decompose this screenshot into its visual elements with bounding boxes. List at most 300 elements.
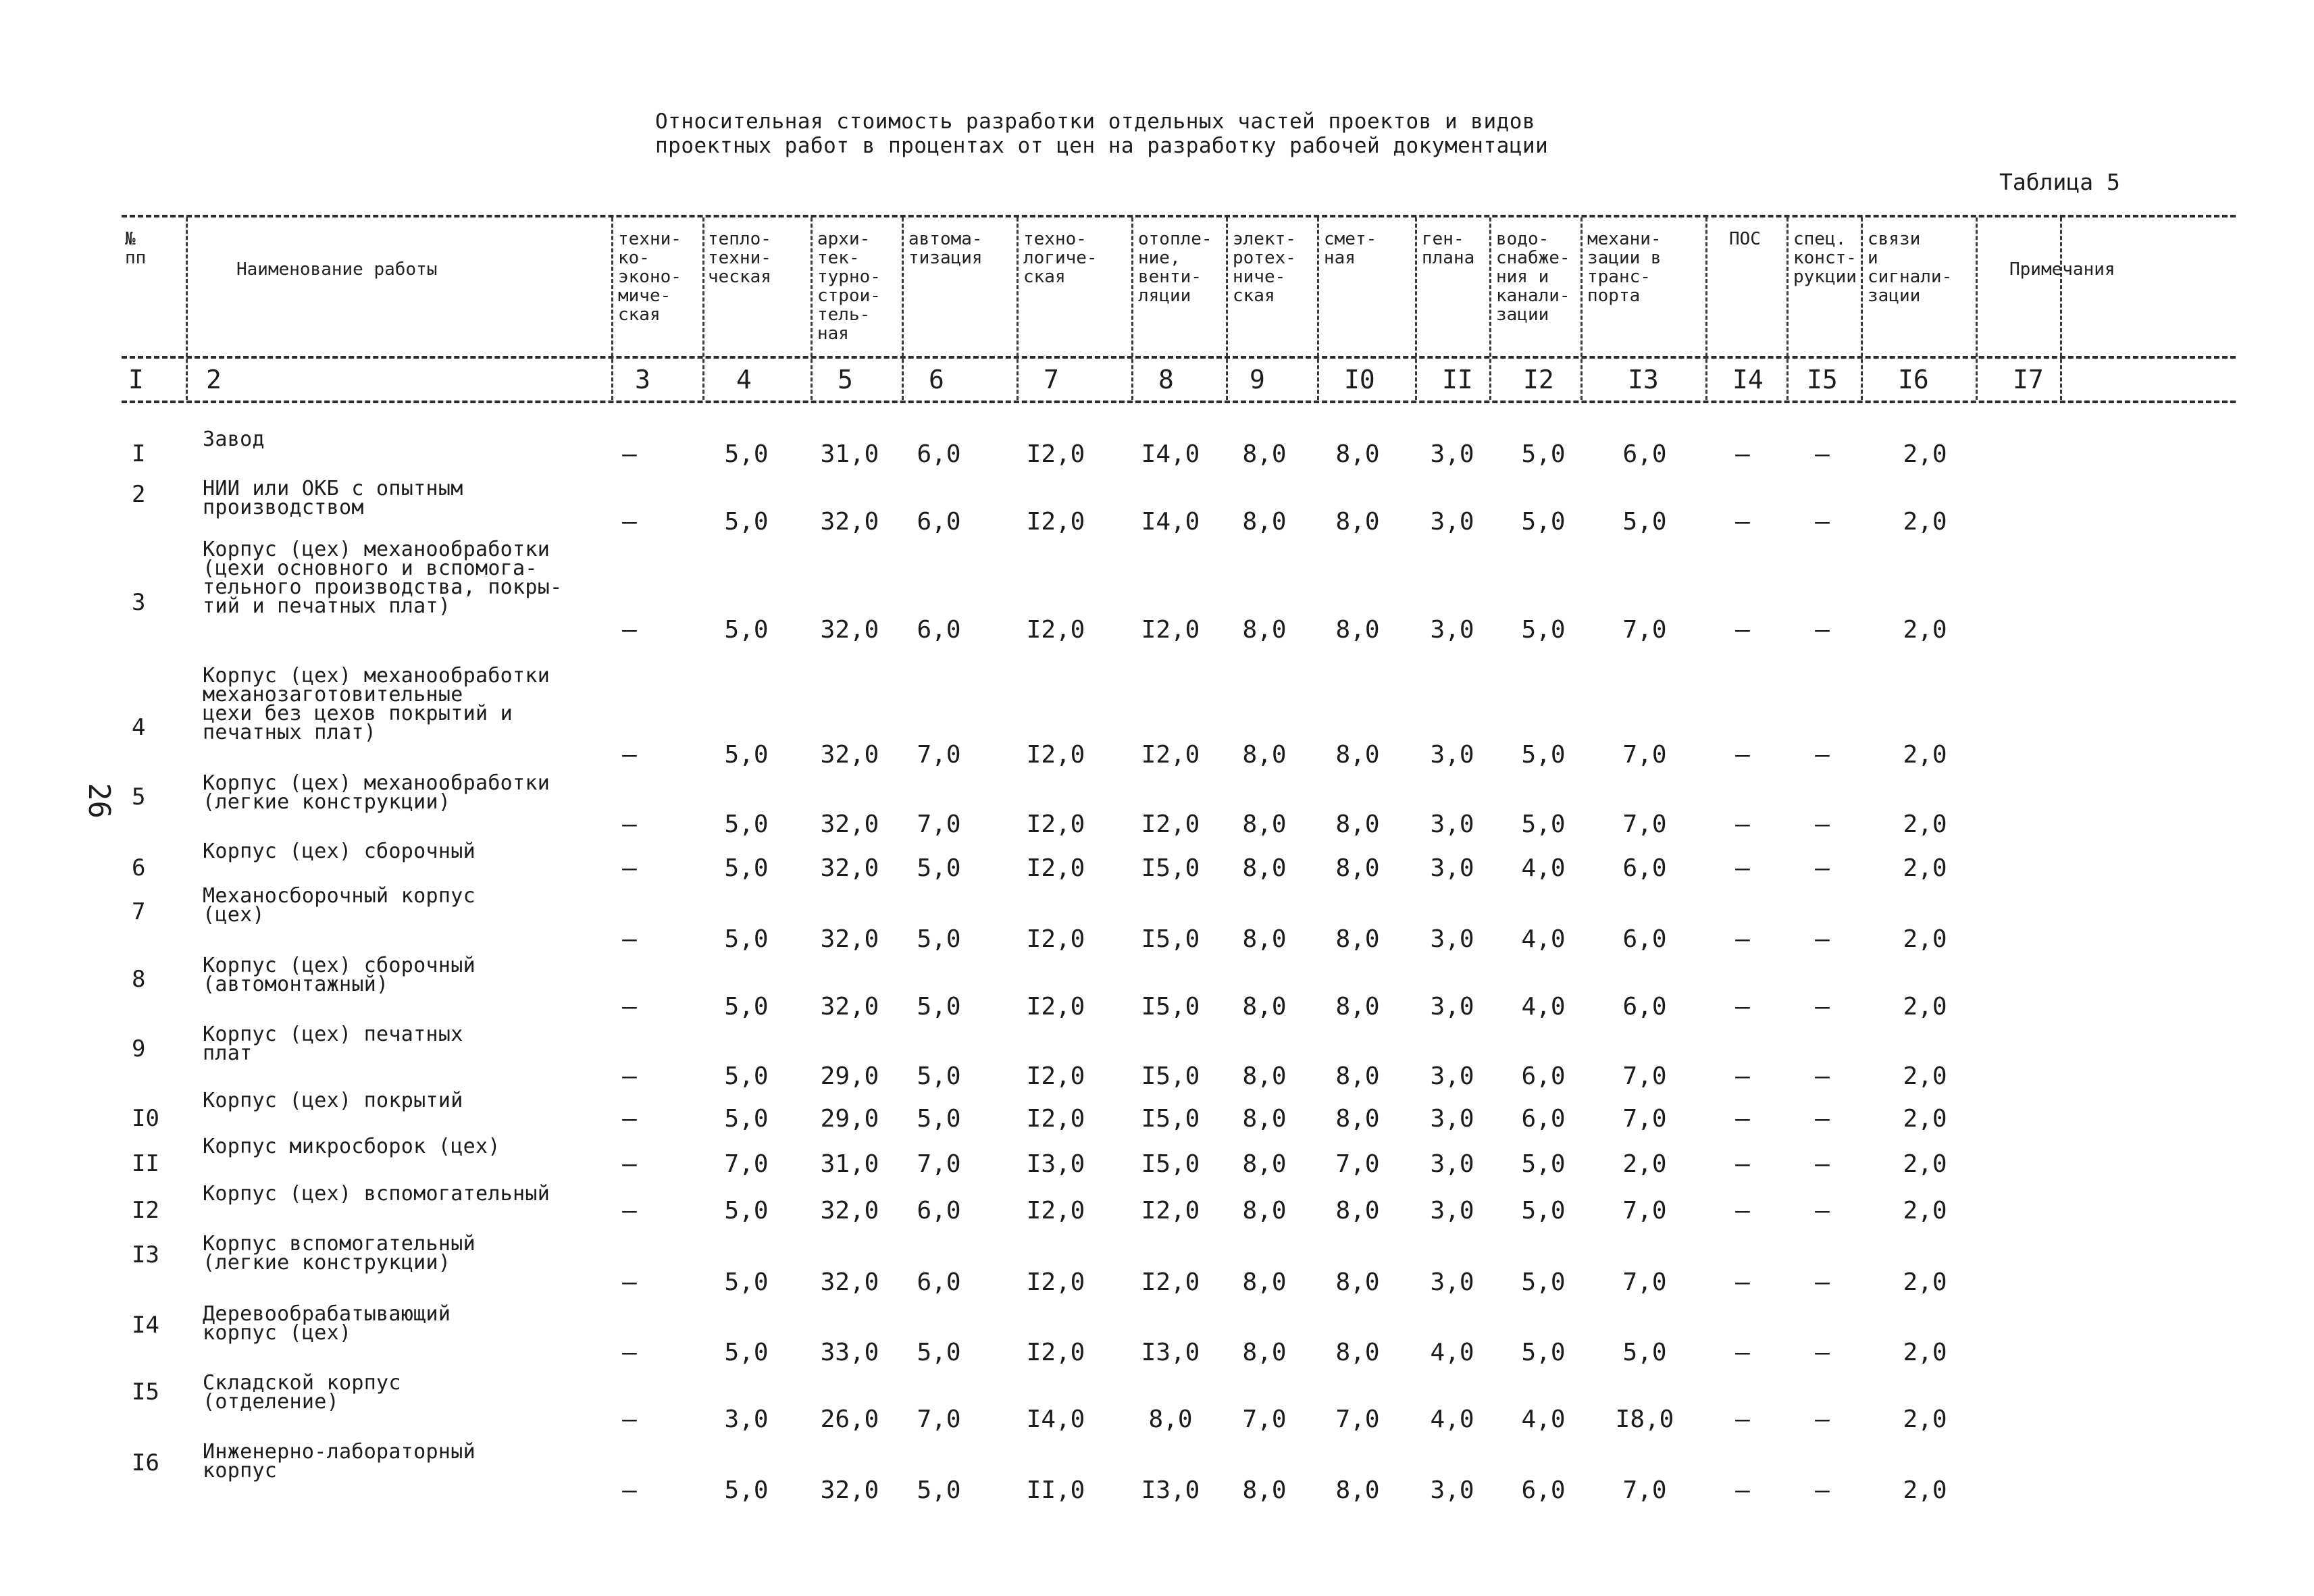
column-header-5: архи- тек- турно- строи- тель- ная: [817, 229, 881, 344]
table-cell-col-7: I2,0: [1026, 508, 1085, 536]
table-cell-col-16: 2,0: [1903, 616, 1947, 644]
table-cell-col-6: 5,0: [917, 993, 961, 1021]
table-cell-col-6: 5,0: [917, 925, 961, 953]
table-cell-col-16: 2,0: [1903, 1105, 1947, 1133]
table-cell-col-8: I5,0: [1141, 993, 1200, 1021]
table-cell-col-7: I2,0: [1026, 1268, 1085, 1296]
table-cell-col-4: 5,0: [724, 854, 769, 882]
table-cell-col-14: –: [1735, 810, 1750, 838]
table-cell-col-8: I3,0: [1141, 1476, 1200, 1504]
column-number: 7: [1044, 365, 1059, 394]
table-cell-col-6: 5,0: [917, 1476, 961, 1504]
table-cell-col-4: 5,0: [724, 1105, 769, 1133]
column-number: 6: [929, 365, 944, 394]
table-cell-col-13: 6,0: [1622, 993, 1667, 1021]
table-cell-col-10: 8,0: [1335, 508, 1380, 536]
table-cell-col-9: 8,0: [1242, 616, 1287, 644]
row-number: I2: [132, 1197, 159, 1224]
table-cell-col-15: –: [1815, 1062, 1830, 1090]
row-number: I: [132, 440, 146, 467]
table-cell-col-7: I2,0: [1026, 993, 1085, 1021]
table-cell-col-8: I3,0: [1141, 1339, 1200, 1366]
table-cell-col-16: 2,0: [1903, 810, 1947, 838]
table-cell-col-9: 8,0: [1242, 440, 1287, 468]
table-cell-col-15: –: [1815, 854, 1830, 882]
table-cell-col-16: 2,0: [1903, 440, 1947, 468]
table-cell-col-9: 8,0: [1242, 1105, 1287, 1133]
title-line-2: проектных работ в процентах от цен на разработку рабочей документации: [655, 134, 1549, 158]
row-number: 9: [132, 1035, 146, 1062]
table-cell-col-4: 5,0: [724, 810, 769, 838]
table-cell-col-6: 7,0: [917, 810, 961, 838]
table-cell-col-16: 2,0: [1903, 1406, 1947, 1433]
column-header-9: элект- ротех- ниче- ская: [1233, 229, 1296, 306]
table-cell-col-6: 7,0: [917, 1150, 961, 1178]
table-cell-col-12: 6,0: [1521, 1062, 1566, 1090]
table-label: Таблица 5: [1999, 169, 2120, 195]
table-cell-col-12: 5,0: [1521, 1197, 1566, 1225]
table-cell-col-13: 7,0: [1622, 1062, 1667, 1090]
table-cell-col-6: 7,0: [917, 741, 961, 769]
table-cell-col-12: 5,0: [1521, 616, 1566, 644]
table-cell-col-12: 4,0: [1521, 854, 1566, 882]
column-separator: [186, 217, 188, 400]
table-cell-col-10: 8,0: [1335, 810, 1380, 838]
table-cell-col-15: –: [1815, 1268, 1830, 1296]
table-cell-col-5: 32,0: [820, 810, 879, 838]
table-cell-col-7: I2,0: [1026, 854, 1085, 882]
table-cell-col-10: 8,0: [1335, 1062, 1380, 1090]
table-cell-col-14: –: [1735, 1150, 1750, 1178]
row-number: II: [132, 1150, 159, 1177]
table-rule-2: [122, 356, 2236, 359]
table-cell-col-9: 8,0: [1242, 741, 1287, 769]
table-cell-col-16: 2,0: [1903, 1339, 1947, 1366]
table-cell-col-15: –: [1815, 810, 1830, 838]
table-cell-col-7: I2,0: [1026, 810, 1085, 838]
table-cell-col-11: 3,0: [1430, 854, 1474, 882]
column-header-4: тепло- техни- ческая: [708, 229, 771, 287]
table-cell-col-12: 4,0: [1521, 1406, 1566, 1433]
table-cell-col-12: 4,0: [1521, 925, 1566, 953]
table-cell-col-3: –: [622, 854, 637, 882]
column-header-13: механи- зации в транс- порта: [1587, 229, 1662, 306]
table-cell-col-9: 8,0: [1242, 1062, 1287, 1090]
table-cell-col-4: 5,0: [724, 925, 769, 953]
table-cell-col-4: 5,0: [724, 1476, 769, 1504]
work-name: Завод: [203, 428, 265, 451]
column-number: 3: [635, 365, 650, 394]
table-cell-col-12: 5,0: [1521, 1268, 1566, 1296]
column-number: I6: [1898, 365, 1929, 394]
column-header-6: автома- тизация: [908, 229, 983, 268]
row-number: I0: [132, 1105, 159, 1132]
table-cell-col-10: 8,0: [1335, 616, 1380, 644]
row-number: 2: [132, 481, 146, 508]
table-cell-col-7: I4,0: [1026, 1406, 1085, 1433]
table-cell-col-6: 7,0: [917, 1406, 961, 1433]
table-cell-col-12: 5,0: [1521, 810, 1566, 838]
column-number: 5: [838, 365, 853, 394]
table-cell-col-15: –: [1815, 925, 1830, 953]
table-cell-col-16: 2,0: [1903, 508, 1947, 536]
table-cell-col-11: 3,0: [1430, 440, 1474, 468]
work-name: Корпус (цех) покрытий: [203, 1089, 463, 1112]
work-name: Корпус (цех) вспомогательный: [203, 1182, 550, 1206]
table-cell-col-8: I5,0: [1141, 925, 1200, 953]
table-cell-col-15: –: [1815, 616, 1830, 644]
table-cell-col-5: 32,0: [820, 741, 879, 769]
table-cell-col-13: 7,0: [1622, 741, 1667, 769]
table-cell-col-15: –: [1815, 1105, 1830, 1133]
column-number: I7: [2013, 365, 2044, 394]
table-cell-col-14: –: [1735, 741, 1750, 769]
table-cell-col-4: 5,0: [724, 741, 769, 769]
table-cell-col-10: 7,0: [1335, 1406, 1380, 1433]
table-cell-col-15: –: [1815, 440, 1830, 468]
column-header-1: № пп: [125, 229, 147, 268]
table-cell-col-5: 31,0: [820, 1150, 879, 1178]
column-separator: [1226, 217, 1228, 400]
column-separator: [1317, 217, 1319, 400]
column-separator: [902, 217, 904, 400]
table-cell-col-10: 8,0: [1335, 1268, 1380, 1296]
column-number: I4: [1732, 365, 1764, 394]
table-cell-col-12: 5,0: [1521, 741, 1566, 769]
table-cell-col-3: –: [622, 1339, 637, 1366]
work-name: Корпус (цех) механообработки механозаготовительные цехи без цехов покрытий и печатных плат): [203, 664, 550, 744]
table-cell-col-16: 2,0: [1903, 741, 1947, 769]
column-header-17: Примечания: [2009, 259, 2115, 280]
table-cell-col-4: 5,0: [724, 1062, 769, 1090]
table-cell-col-8: I2,0: [1141, 616, 1200, 644]
table-cell-col-12: 6,0: [1521, 1476, 1566, 1504]
work-name: Механосборочный корпус (цех): [203, 884, 475, 927]
table-cell-col-5: 26,0: [820, 1406, 879, 1433]
table-cell-col-3: –: [622, 440, 637, 468]
table-cell-col-14: –: [1735, 1406, 1750, 1433]
table-cell-col-14: –: [1735, 508, 1750, 536]
table-cell-col-4: 5,0: [724, 1268, 769, 1296]
table-cell-col-7: I2,0: [1026, 1062, 1085, 1090]
table-cell-col-15: –: [1815, 1339, 1830, 1366]
work-name: Корпус (цех) сборочный (автомонтажный): [203, 954, 475, 996]
table-cell-col-3: –: [622, 1476, 637, 1504]
row-number: 6: [132, 854, 146, 881]
work-name: Корпус (цех) механообработки (цехи основного и вспомога- тельного производства, покры- тий и печатных плат): [203, 538, 563, 618]
table-cell-col-5: 32,0: [820, 1197, 879, 1225]
column-separator: [811, 217, 813, 400]
table-cell-col-6: 6,0: [917, 440, 961, 468]
column-number: I5: [1807, 365, 1838, 394]
table-cell-col-12: 4,0: [1521, 993, 1566, 1021]
column-separator: [1489, 217, 1491, 400]
table-cell-col-15: –: [1815, 741, 1830, 769]
table-cell-col-11: 4,0: [1430, 1406, 1474, 1433]
column-separator: [1861, 217, 1863, 400]
column-separator: [611, 217, 613, 400]
table-cell-col-15: –: [1815, 1197, 1830, 1225]
column-header-12: водо- снабже- ния и канали- зации: [1496, 229, 1570, 325]
column-header-8: отопле- ние, венти- ляции: [1138, 229, 1212, 306]
table-cell-col-14: –: [1735, 616, 1750, 644]
column-number: II: [1442, 365, 1473, 394]
table-cell-col-10: 8,0: [1335, 1197, 1380, 1225]
row-number: I6: [132, 1449, 159, 1476]
row-number: 8: [132, 966, 146, 993]
table-cell-col-8: I5,0: [1141, 1150, 1200, 1178]
table-cell-col-14: –: [1735, 1062, 1750, 1090]
table-cell-col-9: 8,0: [1242, 508, 1287, 536]
column-number: 2: [206, 365, 222, 394]
table-cell-col-14: –: [1735, 854, 1750, 882]
table-cell-col-16: 2,0: [1903, 854, 1947, 882]
table-cell-col-4: 5,0: [724, 440, 769, 468]
column-header-7: техно- логиче- ская: [1023, 229, 1098, 287]
table-cell-col-13: 7,0: [1622, 1105, 1667, 1133]
table-cell-col-6: 5,0: [917, 1105, 961, 1133]
page-number: 26: [81, 783, 116, 819]
table-cell-col-3: –: [622, 810, 637, 838]
table-cell-col-10: 8,0: [1335, 854, 1380, 882]
table-cell-col-7: I2,0: [1026, 1339, 1085, 1366]
table-cell-col-9: 7,0: [1242, 1406, 1287, 1433]
column-number: 4: [736, 365, 752, 394]
table-cell-col-16: 2,0: [1903, 1268, 1947, 1296]
work-name: Складской корпус (отделение): [203, 1371, 401, 1414]
table-cell-col-13: I8,0: [1615, 1406, 1674, 1433]
table-cell-col-7: I2,0: [1026, 741, 1085, 769]
work-name: Деревообрабатывающий корпус (цех): [203, 1302, 451, 1345]
table-cell-col-12: 5,0: [1521, 508, 1566, 536]
table-cell-col-9: 8,0: [1242, 1150, 1287, 1178]
table-cell-col-3: –: [622, 1268, 637, 1296]
table-cell-col-4: 7,0: [724, 1150, 769, 1178]
column-separator: [1131, 217, 1133, 400]
table-cell-col-13: 7,0: [1622, 616, 1667, 644]
table-cell-col-10: 8,0: [1335, 440, 1380, 468]
table-cell-col-3: –: [622, 925, 637, 953]
table-cell-col-16: 2,0: [1903, 1062, 1947, 1090]
table-cell-col-5: 32,0: [820, 993, 879, 1021]
row-number: I5: [132, 1379, 159, 1406]
column-number: 9: [1250, 365, 1265, 394]
table-cell-col-13: 2,0: [1622, 1150, 1667, 1178]
table-cell-col-14: –: [1735, 1197, 1750, 1225]
table-cell-col-12: 5,0: [1521, 440, 1566, 468]
column-separator: [1976, 217, 1978, 400]
table-cell-col-8: I5,0: [1141, 1062, 1200, 1090]
column-header-16: связи и сигнали- зации: [1868, 229, 1953, 306]
table-cell-col-8: I2,0: [1141, 1268, 1200, 1296]
table-cell-col-15: –: [1815, 1150, 1830, 1178]
table-cell-col-9: 8,0: [1242, 1268, 1287, 1296]
table-cell-col-10: 8,0: [1335, 993, 1380, 1021]
table-cell-col-14: –: [1735, 440, 1750, 468]
column-separator: [1017, 217, 1019, 400]
table-cell-col-14: –: [1735, 1105, 1750, 1133]
table-cell-col-11: 3,0: [1430, 1476, 1474, 1504]
table-cell-col-9: 8,0: [1242, 925, 1287, 953]
table-cell-col-4: 5,0: [724, 1339, 769, 1366]
work-name: Инженерно-лабораторный корпус: [203, 1440, 475, 1483]
table-cell-col-3: –: [622, 993, 637, 1021]
table-cell-col-5: 33,0: [820, 1339, 879, 1366]
table-cell-col-10: 7,0: [1335, 1150, 1380, 1178]
table-cell-col-5: 31,0: [820, 440, 879, 468]
table-cell-col-5: 32,0: [820, 854, 879, 882]
table-cell-col-8: I5,0: [1141, 1105, 1200, 1133]
column-number: I2: [1523, 365, 1554, 394]
table-cell-col-16: 2,0: [1903, 1476, 1947, 1504]
table-cell-col-6: 6,0: [917, 508, 961, 536]
table-cell-col-14: –: [1735, 1339, 1750, 1366]
table-cell-col-8: I2,0: [1141, 741, 1200, 769]
table-cell-col-9: 8,0: [1242, 1339, 1287, 1366]
work-name: Корпус микросборок (цех): [203, 1135, 500, 1158]
table-cell-col-8: I4,0: [1141, 508, 1200, 536]
table-cell-col-4: 3,0: [724, 1406, 769, 1433]
table-cell-col-3: –: [622, 508, 637, 536]
table-cell-col-15: –: [1815, 1476, 1830, 1504]
work-name: Корпус (цех) механообработки (легкие конструкции): [203, 771, 550, 814]
table-cell-col-6: 5,0: [917, 854, 961, 882]
table-cell-col-4: 5,0: [724, 993, 769, 1021]
table-cell-col-8: I5,0: [1141, 854, 1200, 882]
work-name: Корпус (цех) печатных плат: [203, 1023, 463, 1065]
table-cell-col-13: 6,0: [1622, 440, 1667, 468]
row-number: I4: [132, 1312, 159, 1339]
table-cell-col-16: 2,0: [1903, 993, 1947, 1021]
table-cell-col-4: 5,0: [724, 1197, 769, 1225]
work-name: Корпус вспомогательный (легкие конструкции): [203, 1232, 475, 1275]
table-cell-col-8: I2,0: [1141, 810, 1200, 838]
table-cell-col-8: I4,0: [1141, 440, 1200, 468]
table-cell-col-7: I2,0: [1026, 1197, 1085, 1225]
table-cell-col-11: 4,0: [1430, 1339, 1474, 1366]
table-cell-col-15: –: [1815, 508, 1830, 536]
column-header-14: ПОС: [1729, 229, 1761, 249]
table-cell-col-12: 6,0: [1521, 1105, 1566, 1133]
table-cell-col-4: 5,0: [724, 616, 769, 644]
table-cell-col-10: 8,0: [1335, 1339, 1380, 1366]
column-separator: [702, 217, 704, 400]
table-cell-col-13: 7,0: [1622, 1268, 1667, 1296]
table-cell-col-3: –: [622, 1062, 637, 1090]
table-cell-col-13: 6,0: [1622, 925, 1667, 953]
row-number: 7: [132, 898, 146, 925]
table-cell-col-6: 6,0: [917, 1268, 961, 1296]
table-cell-col-15: –: [1815, 1406, 1830, 1433]
table-cell-col-14: –: [1735, 1476, 1750, 1504]
column-header-15: спец. конст- рукции: [1793, 229, 1857, 287]
table-cell-col-5: 32,0: [820, 925, 879, 953]
table-cell-col-11: 3,0: [1430, 1268, 1474, 1296]
table-cell-col-14: –: [1735, 993, 1750, 1021]
table-cell-col-14: –: [1735, 925, 1750, 953]
row-number: I3: [132, 1241, 159, 1268]
column-header-2: Наименование работы: [236, 259, 438, 280]
table-cell-col-11: 3,0: [1430, 925, 1474, 953]
table-cell-col-16: 2,0: [1903, 925, 1947, 953]
work-name: Корпус (цех) сборочный: [203, 840, 475, 863]
table-cell-col-5: 32,0: [820, 1268, 879, 1296]
column-separator: [1705, 217, 1707, 400]
table-cell-col-9: 8,0: [1242, 854, 1287, 882]
column-number: 8: [1158, 365, 1174, 394]
column-number: I: [128, 365, 144, 394]
column-separator: [1786, 217, 1789, 400]
table-cell-col-3: –: [622, 1150, 637, 1178]
table-cell-col-7: I3,0: [1026, 1150, 1085, 1178]
table-cell-col-13: 6,0: [1622, 854, 1667, 882]
column-separator: [1580, 217, 1583, 400]
table-cell-col-13: 5,0: [1622, 1339, 1667, 1366]
table-cell-col-7: I2,0: [1026, 440, 1085, 468]
column-header-11: ген- плана: [1422, 229, 1475, 268]
table-cell-col-5: 32,0: [820, 508, 879, 536]
table-cell-col-9: 8,0: [1242, 993, 1287, 1021]
column-separator: [1415, 217, 1417, 400]
row-number: 4: [132, 714, 146, 741]
table-cell-col-14: –: [1735, 1268, 1750, 1296]
table-cell-col-7: I2,0: [1026, 1105, 1085, 1133]
column-number: I3: [1628, 365, 1659, 394]
row-number: 5: [132, 783, 146, 810]
table-cell-col-8: I2,0: [1141, 1197, 1200, 1225]
table-cell-col-13: 7,0: [1622, 810, 1667, 838]
table-cell-col-11: 3,0: [1430, 1150, 1474, 1178]
table-cell-col-3: –: [622, 741, 637, 769]
table-cell-col-6: 6,0: [917, 1197, 961, 1225]
table-cell-col-13: 5,0: [1622, 508, 1667, 536]
table-cell-col-8: 8,0: [1148, 1406, 1193, 1433]
table-cell-col-11: 3,0: [1430, 508, 1474, 536]
table-cell-col-16: 2,0: [1903, 1150, 1947, 1178]
table-cell-col-6: 6,0: [917, 616, 961, 644]
table-cell-col-9: 8,0: [1242, 1476, 1287, 1504]
document-title: [655, 109, 1668, 158]
table-cell-col-9: 8,0: [1242, 1197, 1287, 1225]
table-cell-col-5: 32,0: [820, 616, 879, 644]
table-cell-col-5: 29,0: [820, 1105, 879, 1133]
column-separator: [2060, 217, 2062, 400]
table-cell-col-10: 8,0: [1335, 1476, 1380, 1504]
table-cell-col-13: 7,0: [1622, 1197, 1667, 1225]
table-cell-col-12: 5,0: [1521, 1150, 1566, 1178]
table-cell-col-6: 5,0: [917, 1062, 961, 1090]
table-cell-col-15: –: [1815, 993, 1830, 1021]
table-cell-col-11: 3,0: [1430, 1197, 1474, 1225]
table-cell-col-3: –: [622, 1406, 637, 1433]
table-cell-col-11: 3,0: [1430, 993, 1474, 1021]
table-cell-col-12: 5,0: [1521, 1339, 1566, 1366]
table-cell-col-7: I2,0: [1026, 616, 1085, 644]
table-cell-col-5: 32,0: [820, 1476, 879, 1504]
table-cell-col-10: 8,0: [1335, 1105, 1380, 1133]
column-header-3: техни- ко- эконо- миче- ская: [618, 229, 682, 325]
table-cell-col-13: 7,0: [1622, 1476, 1667, 1504]
table-cell-col-11: 3,0: [1430, 616, 1474, 644]
table-cell-col-10: 8,0: [1335, 925, 1380, 953]
table-cell-col-4: 5,0: [724, 508, 769, 536]
table-cell-col-3: –: [622, 616, 637, 644]
table-cell-col-11: 3,0: [1430, 1062, 1474, 1090]
table-cell-col-3: –: [622, 1197, 637, 1225]
row-number: 3: [132, 589, 146, 616]
title-line-1: Относительная стоимость разработки отдельных частей проектов и видов: [655, 109, 1536, 134]
table-cell-col-11: 3,0: [1430, 741, 1474, 769]
